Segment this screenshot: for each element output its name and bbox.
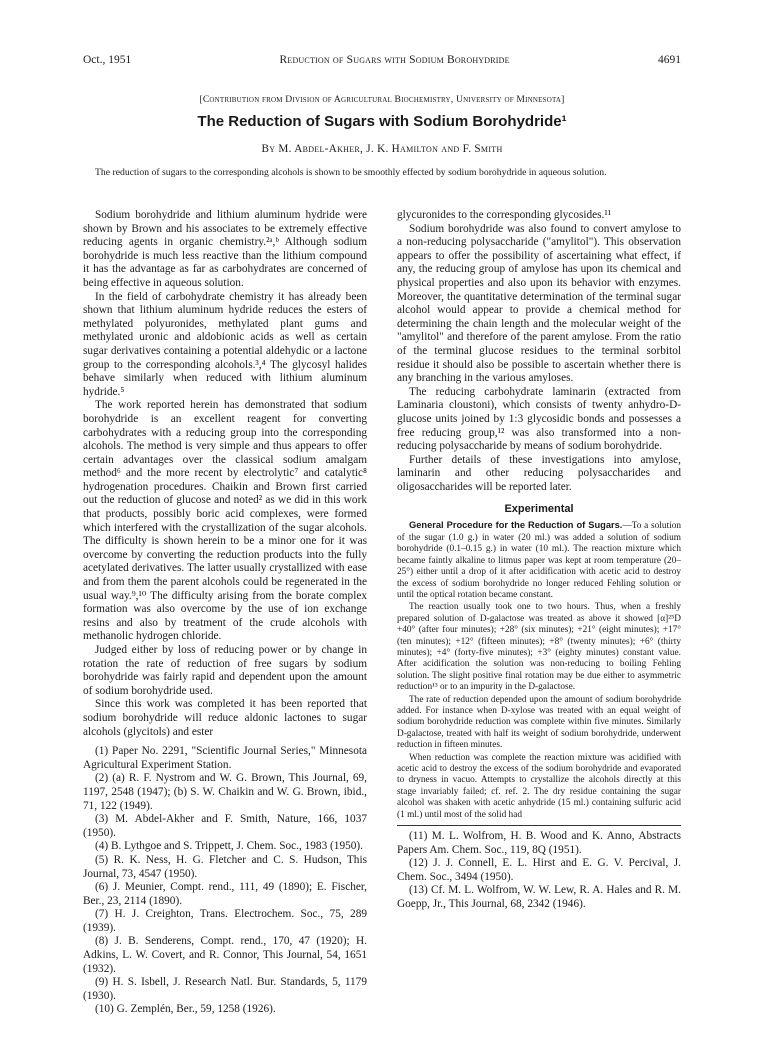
footnotes-right	[397, 830, 681, 912]
section-heading-experimental: Experimental	[504, 503, 574, 516]
footnote: (3) M. Abdel-Akher and F. Smith, Nature, 166, 1037 (1950).	[83, 813, 367, 839]
body-paragraph: Sodium borohydride was also found to convert amylose to a non-reducing polysaccharide ("amylitol"). This observation appears to offer the possibility of ascertaining what effect, if any, the reducing group of amylose has upon its chemical and physical properties and also upon its behavior with enzymes. Moreover, the quantitative determination of the terminal sugar alcohol would appear to provide a chemical method for determining the chain length and the molecular weight of the "amylitol" and therefore of the parent amylose. From the ratio of the terminal glucose residues to the terminal sorbitol residue it should also be possible to ascertain whether there is any branching in the various amyloses.	[397, 222, 681, 385]
footnote: (9) H. S. Isbell, J. Research Natl. Bur. Standards, 5, 1179 (1930).	[83, 976, 367, 1002]
contribution-line: [Contribution from Division of Agricultural Biochemistry, University of Minnesota]	[199, 94, 565, 105]
body-paragraph: In the field of carbohydrate chemistry it has already been shown that lithium aluminum hydride reduces the esters of methylated polyuronides, methylated plant gums and methylated uronic and aldobionic acids as well as certain sugar derivatives containing a potential aldehydic or a lactone group to the corresponding alcohols.³,⁴ The glycosyl halides behave similarly when reduced with lithium aluminum hydride.⁵	[83, 290, 367, 398]
experimental-text: —To a solution of the sugar (1.0 g.) in water (20 ml.) was added a solution of sodium borohydride (0.1–0.15 g.) in water (10 ml.). The reaction mixture which became faintly alkaline to litmus paper was kept at room temperature (20–25°) either until a drop of it after acidification with acetic acid to destroy the excess of sodium borohydride no longer reduced Fehling solution or until the optical rotation became constant.	[397, 521, 681, 600]
issue-date: Oct., 1951	[83, 54, 132, 66]
body-paragraph: The reducing carbohydrate laminarin (extracted from Laminaria cloustoni), which consists of twenty anhydro-D-glucose units joined by 1:3 glycosidic bonds and possesses a free reducing group,¹² was also transformed into a non-reducing polysaccharide by means of sodium borohydride.	[397, 385, 681, 453]
body-paragraph: Further details of these investigations into amylose, laminarin and other reducing polysaccharides and oligosaccharides will be reported later.	[397, 453, 681, 493]
footnote: (6) J. Meunier, Compt. rend., 111, 49 (1890); E. Fischer, Ber., 23, 2114 (1890).	[83, 881, 367, 907]
experimental-paragraph: The rate of reduction depended upon the amount of sodium borohydride added. For instance when D-xylose was treated with an equal weight of sodium borohydride reduction was complete within five minutes. Similarly D-galactose, treated with half its weight of sodium borohydride, underwent reduction in fifteen minutes.	[397, 694, 681, 751]
experimental-paragraph: When reduction was complete the reaction mixture was acidified with acetic acid to destroy the excess of the sodium borohydride and evaporated to dryness in vacuo. Attempts to crystallize the alcohols directly at this stage invariably failed; cf. ref. 2. The dry residue containing the sugar alcohol was shaken with acetic anhydride (15 ml.) containing sulfuric acid (1 ml.) until most of the solid had	[397, 752, 681, 820]
footnote-divider	[397, 825, 681, 826]
run-in-heading: General Procedure for the Reduction of Sugars.	[409, 520, 623, 531]
body-paragraph: Judged either by loss of reducing power or by change in rotation the rate of reduction of free sugars by sodium borohydride was fairly rapid and dependent upon the amount of sodium borohydride used.	[83, 644, 367, 697]
experimental-paragraph: The reaction usually took one to two hours. Thus, when a freshly prepared solution of D-galactose was treated as above it showed [α]²⁵D +40° (after four minutes); +28° (six minutes); +21° (eight minutes); +17° (ten minutes); +12° (fifteen minutes); +8° (twenty minutes); +6° (thirty minutes); +4° (forty-five minutes); +3° (eighty minutes) constant value. After acidification the solution was non-reducing to boiling Fehling solution. The slight positive final rotation may be due either to asymmetric reduction¹³ or to an impurity in the D-galactose.	[397, 602, 681, 693]
body-paragraph: Sodium borohydride and lithium aluminum hydride were shown by Brown and his associates to be extremely effective reducing agents in organic chemistry.²ᵃ,ᵇ Although sodium borohydride is much less reactive than the lithium compound it has the advantage as far as carbohydrates are concerned of being effective in aqueous solution.	[83, 209, 367, 289]
body-paragraph: The work reported herein has demonstrated that sodium borohydride is an excellent reagent for converting carbohydrates with a reducing group into the corresponding alcohols. The method is very simple and thus appears to offer certain advantages over the classical sodium amalgam method⁶ and the more recent by electrolytic⁷ and catalytic⁸ hydrogenation procedures. Chaikin and Brown first carried out the reduction of glucose and noted² as we did in this work that products, possibly boric acid complexes, were formed which interfered with the crystallization of the sugar alcohols. The difficulty is shown herein to be a minor one for it was overcome by converting the reduction products into the fully acetylated derivatives. The latter usually crystallized with ease and from them the parent alcohols could be regenerated in the usual way.⁹,¹⁰ The difficulty arising from the borate complex formation was also overcome by the use of ion exchange resins and also by treatment of the crude alcohols with methanolic hydrogen chloride.	[83, 399, 367, 643]
footnote: (4) B. Lythgoe and S. Trippett, J. Chem. Soc., 1983 (1950).	[95, 840, 363, 853]
page-number: 4691	[657, 54, 681, 66]
footnote: (10) G. Zemplén, Ber., 59, 1258 (1926).	[95, 1003, 276, 1016]
running-title: Reduction of Sugars with Sodium Borohydride	[279, 54, 510, 66]
footnote: (11) M. L. Wolfrom, H. B. Wood and K. Anno, Abstracts Papers Am. Chem. Soc., 119, 8Q (1951).	[397, 830, 681, 856]
running-header	[83, 54, 681, 70]
footnote: (13) Cf. M. L. Wolfrom, W. W. Lew, R. A. Hales and R. M. Goepp, Jr., This Journal, 68, 2342 (1946).	[397, 884, 681, 910]
abstract: The reduction of sugars to the corresponding alcohols is shown to be smoothly effected by sodium borohydride in aqueous solution.	[95, 167, 607, 178]
body-paragraph: glycuronides to the corresponding glycosides.¹¹	[397, 209, 612, 221]
author-line: By M. Abdel-Akher, J. K. Hamilton and F. Smith	[261, 143, 503, 155]
footnotes-left	[83, 745, 367, 1017]
body-paragraph: Since this work was completed it has been reported that sodium borohydride will reduce aldonic lactones to sugar alcohols (glycitols) and ester	[83, 698, 367, 738]
footnote: (2) (a) R. F. Nystrom and W. G. Brown, This Journal, 69, 1197, 2548 (1947); (b) S. W. Chaikin and W. G. Brown, ibid., 71, 122 (1949).	[83, 772, 367, 812]
experimental-paragraph	[397, 520, 681, 601]
footnote: (7) H. J. Creighton, Trans. Electrochem. Soc., 75, 289 (1939).	[83, 908, 367, 934]
article-title: The Reduction of Sugars with Sodium Borohydride¹	[197, 113, 567, 130]
footnote: (12) J. J. Connell, E. L. Hirst and E. G. V. Percival, J. Chem. Soc., 3494 (1950).	[397, 857, 681, 883]
footnote: (5) R. K. Ness, H. G. Fletcher and C. S. Hudson, This Journal, 73, 4547 (1950).	[83, 853, 367, 880]
footnote: (1) Paper No. 2291, "Scientific Journal Series," Minnesota Agricultural Experiment Station.	[83, 745, 367, 771]
footnote: (8) J. B. Senderens, Compt. rend., 170, 47 (1920); H. Adkins, L. W. Covert, and R. Connor, This Journal, 54, 1651 (1932).	[83, 935, 367, 975]
left-column	[83, 209, 367, 1017]
right-column	[397, 209, 681, 912]
